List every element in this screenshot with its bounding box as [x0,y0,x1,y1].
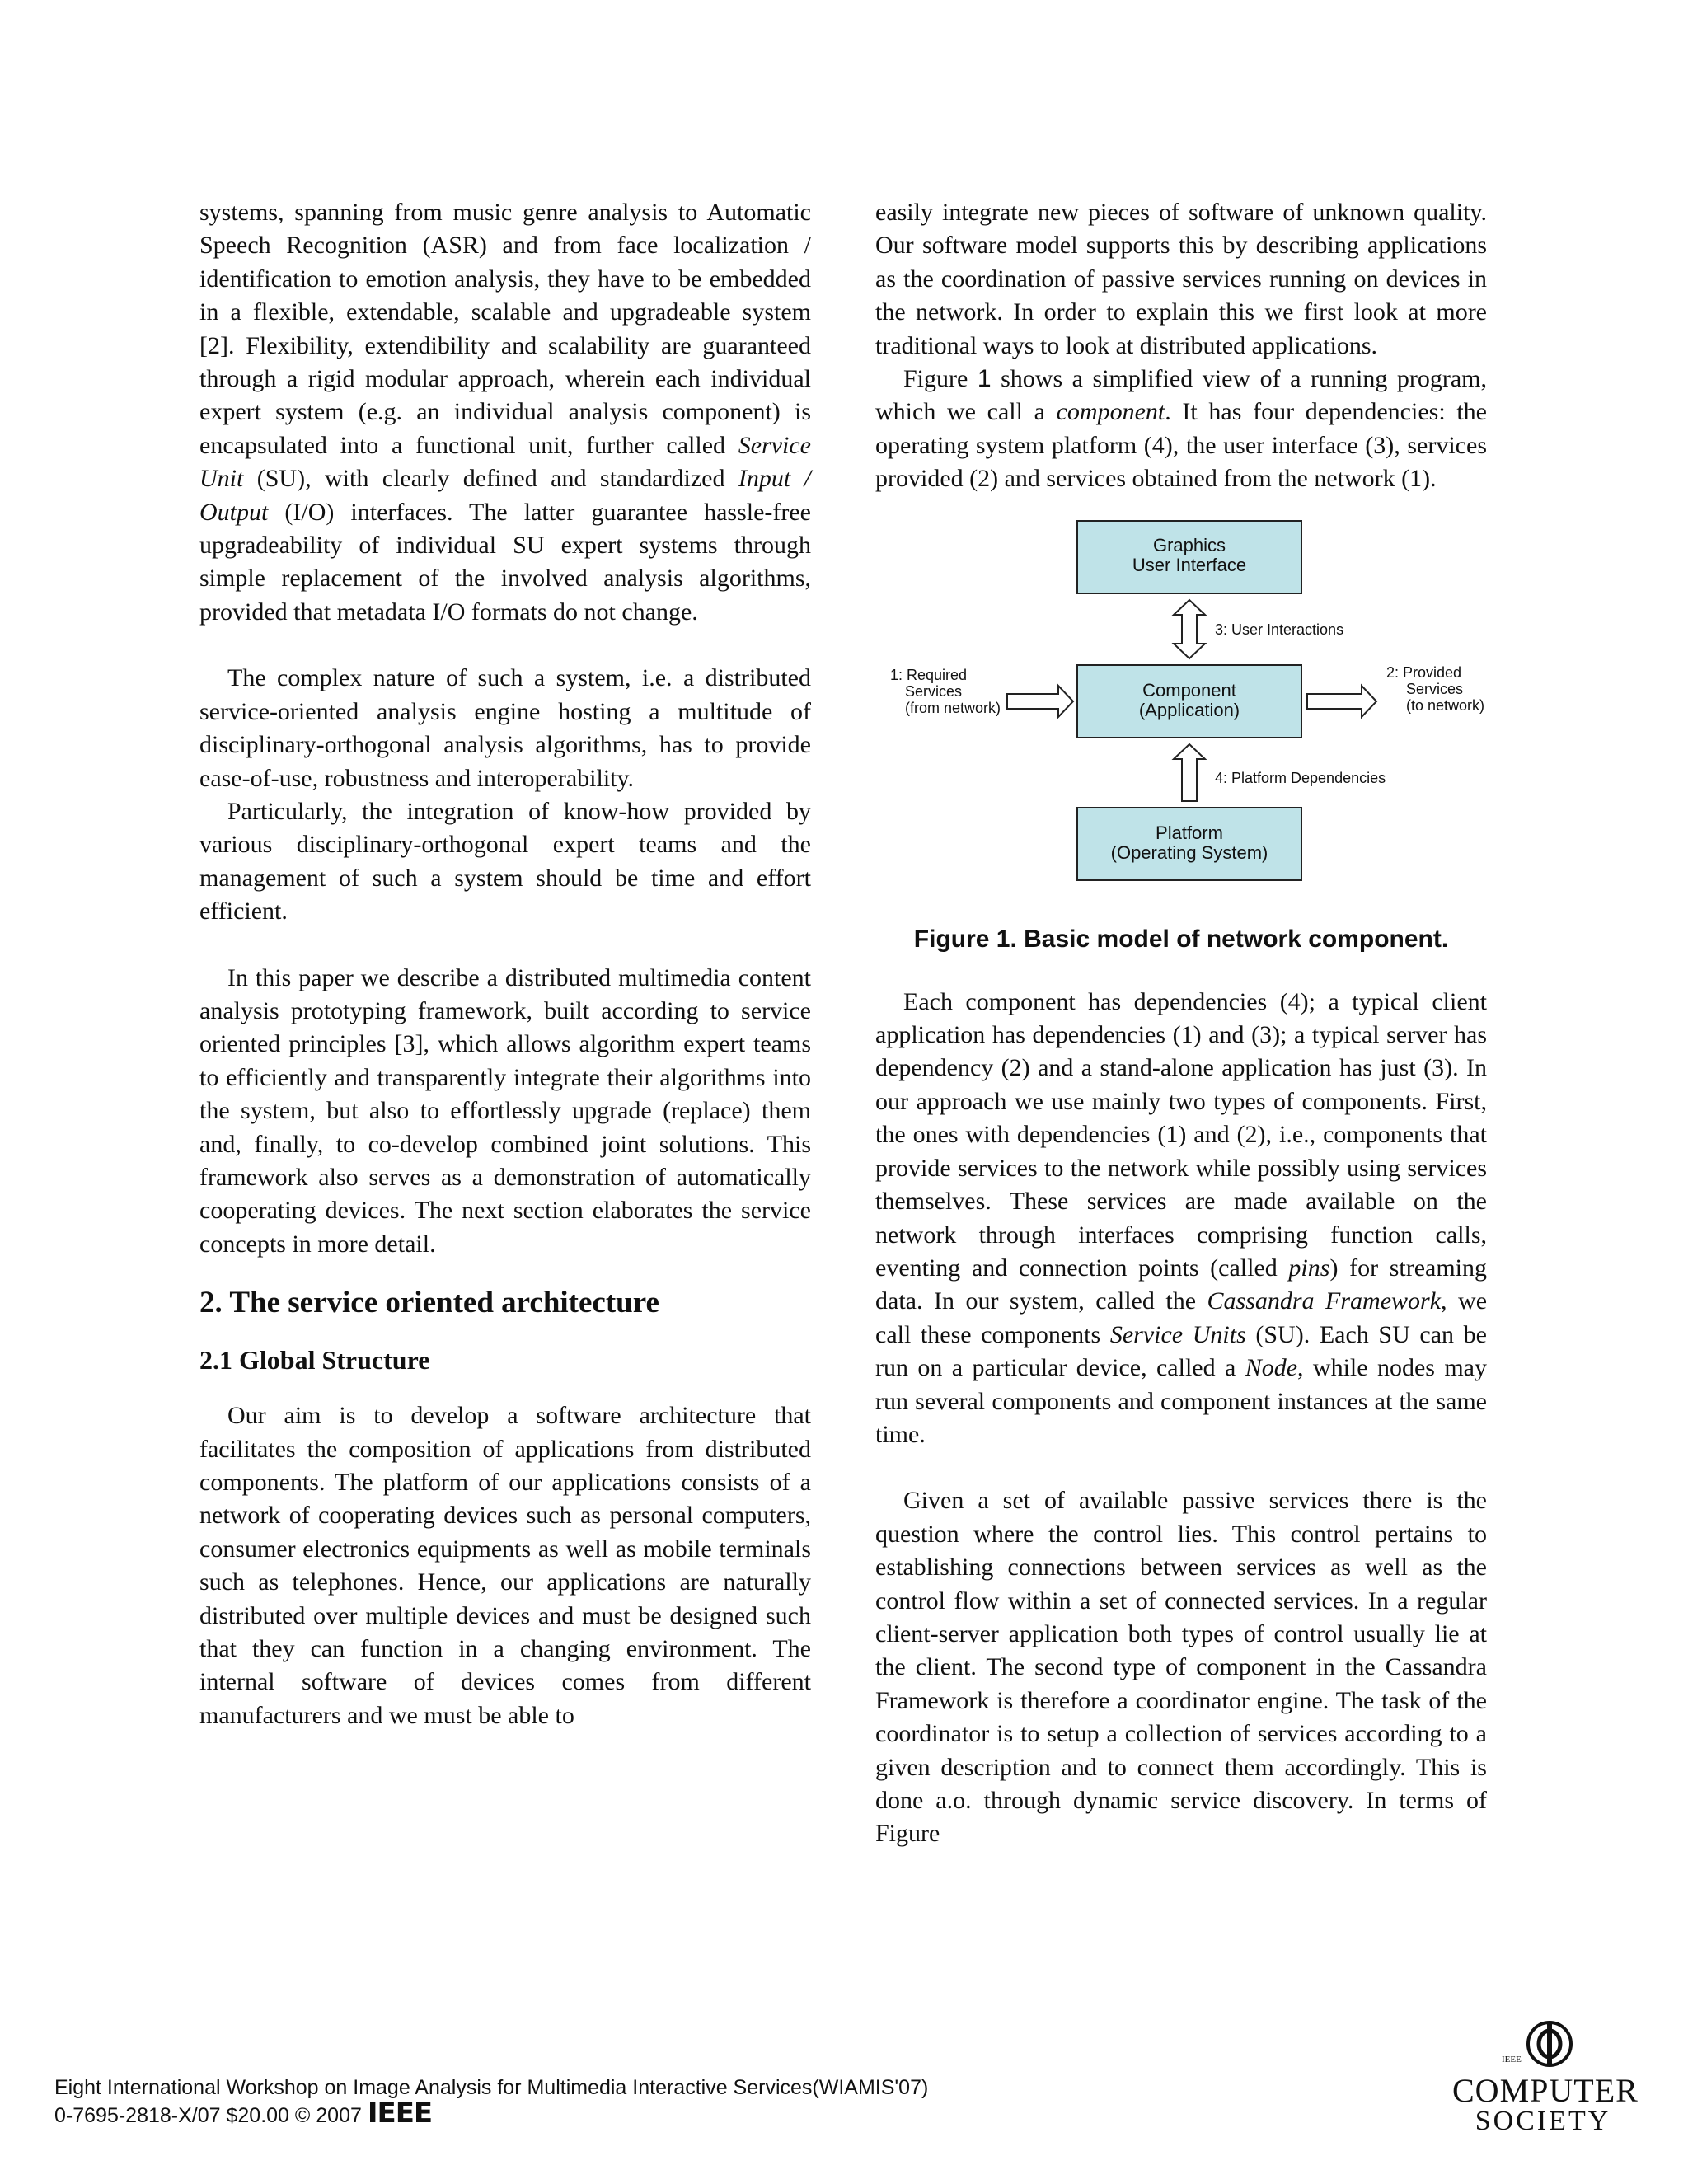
label-provided-3: (to network) [1406,696,1485,714]
paragraph: easily integrate new pieces of software of unknown quality. Our software model supports this by describing applications as the coordination of passive services running on devices in the network. In order to explain this we first look at more traditional ways to look at distributed applications. [875,199,1487,359]
box-bottom-line1: Platform [1156,822,1223,843]
label-platform-dependencies: 4: Platform Dependencies [1215,769,1386,786]
left-column [199,196,811,1732]
double-arrow-user-interactions [1174,600,1205,658]
right-arrow-provided [1307,686,1376,717]
figure-caption: Figure 1. Basic model of network component. [913,925,1449,953]
box-bottom-line2: (Operating System) [1110,841,1268,863]
term-cassandra-framework: Cassandra Framework [1207,1287,1442,1315]
footer-line-copyright: 0-7695-2818-X/07 $20.00 © 2007 IEEE [54,2097,433,2130]
up-arrow-platform [1174,744,1205,801]
logo-society: SOCIETY [1475,2106,1611,2136]
computer-society-logo [1452,2019,1639,2136]
phi-emblem-icon [1452,2019,1634,2070]
paragraph: Particularly, the integration of know-how provided by various disciplinary-orthogonal expert teams and the management of such a system should be time and effort efficient. [199,797,811,926]
paragraph: In this paper we describe a distributed multimedia content analysis prototyping framework, built according to service oriented principles [3], which allows algorithm expert teams to efficiently and transparently integrate their algorithms into the system, but also to effortlessly upgrade (replace) them and, finally, to co-develop combined joint solutions. This framework also serves as a demonstration of automatically cooperating devices. The next section elaborates the service concepts in more detail. [199,963,811,1258]
subsection-heading: 2.1 Global Structure [199,1345,430,1376]
paragraph: Figure 1 shows a simplified view of a running program, which we call a component. It has four dependencies: the operating system platform (4), the user interface (3), services provided (2) and services obtained from the network (1). [875,365,1487,493]
label-required-3: (from network) [905,699,1001,716]
term-service-unit: Service Unit [199,431,811,493]
logo-ieee-small: IEEE [1502,2055,1522,2064]
right-column [875,196,1487,1851]
section-heading: 2. The service oriented architecture [199,1286,659,1320]
paragraph: Our aim is to develop a software architecture that facilitates the composition of applications from distributed components. The platform of our applications consists of a network of cooperating devices such as personal computers, consumer electronics equipments as well as mobile terminals such as telephones. Hence, our applications are naturally distributed over multiple devices and must be designed such that they can function in a changing environment. The internal software of devices comes from different manufacturers and we must be able to [199,1402,811,1729]
paragraph: The complex nature of such a system, i.e. a distributed service-oriented analysis engine hosting a multitude of disciplinary-orthogonal analysis algorithms, has to provide ease-of-use, robustness and interoperability. [199,664,811,792]
box-top-line2: User Interface [1132,554,1247,575]
box-mid-line1: Component [1142,679,1236,701]
label-provided-1: 2: Provided [1386,663,1462,681]
term-service-units: Service Units [1109,1320,1246,1348]
logo-computer: COMPUTER [1452,2072,1639,2109]
label-provided-2: Services [1406,680,1464,697]
figure-1 [875,504,1487,916]
box-top-line1: Graphics [1152,534,1226,555]
paragraph: systems, spanning from music genre analysis to Automatic Speech Recognition (ASR) and from face localization / identification to emotion analysis, they have to be embedded in a flexible, extendable, scalable and upgradeable system [2]. Flexibility, extendibility and scalability are guaranteed through a rigid modular approach, wherein each individual expert system (e.g. an individual analysis component) is encapsulated into a functional unit, further called Service Unit (SU), with clearly defined and standardized Input / Output (I/O) interfaces. The latter guarantee hassle-free upgradeability of individual SU expert systems through simple replacement of the involved analysis algorithms, provided that metadata I/O formats do not change. [199,199,811,626]
label-required-1: 1: Required [890,666,968,683]
term-component: component [1056,398,1165,426]
ieee-logo: IEEE [367,2097,433,2130]
term-node: Node [1245,1354,1298,1382]
label-required-2: Services [905,682,963,700]
network-component-diagram [875,504,1487,916]
footer-line-workshop: Eight International Workshop on Image Analysis for Multimedia Interactive Services(WIAMIS'07) [54,2076,929,2099]
box-mid-line2: (Application) [1138,699,1240,720]
right-arrow-required [1007,686,1073,717]
figure-reference: 1 [977,365,992,393]
term-input-output: Input / Output [199,465,811,526]
paragraph: Given a set of available passive services there is the question where the control lies. This control pertains to establishing connections between services as well as the control flow within a set of connected services. In a regular client-server application both types of control usually lie at the client. The second type of component in the Cassandra Framework is therefore a coordinator engine. The task of the coordinator is to setup a collection of services according to a given description and to connect them accordingly. This is done a.o. through dynamic service discovery. In terms of Figure [875,1487,1487,1848]
footer [54,2075,928,2129]
paragraph: Each component has dependencies (4); a typical client application has dependencies (1) and (3); a typical server has dependency (2) and a stand-alone application has just (3). In our approach we use mainly two types of components. First, the ones with dependencies (1) and (2), i.e., components that provide services to the network while possibly using services themselves. These services are made available on the network through interfaces comprising function calls, eventing and connection points (called pins) for streaming data. In our system, called the Cassandra Framework, we call these components Service Units (SU). Each SU can be run on a particular device, called a Node, while nodes may run several components and component instances at the same time. [875,987,1488,1448]
label-user-interactions: 3: User Interactions [1215,621,1344,638]
term-pins: pins [1288,1254,1330,1282]
